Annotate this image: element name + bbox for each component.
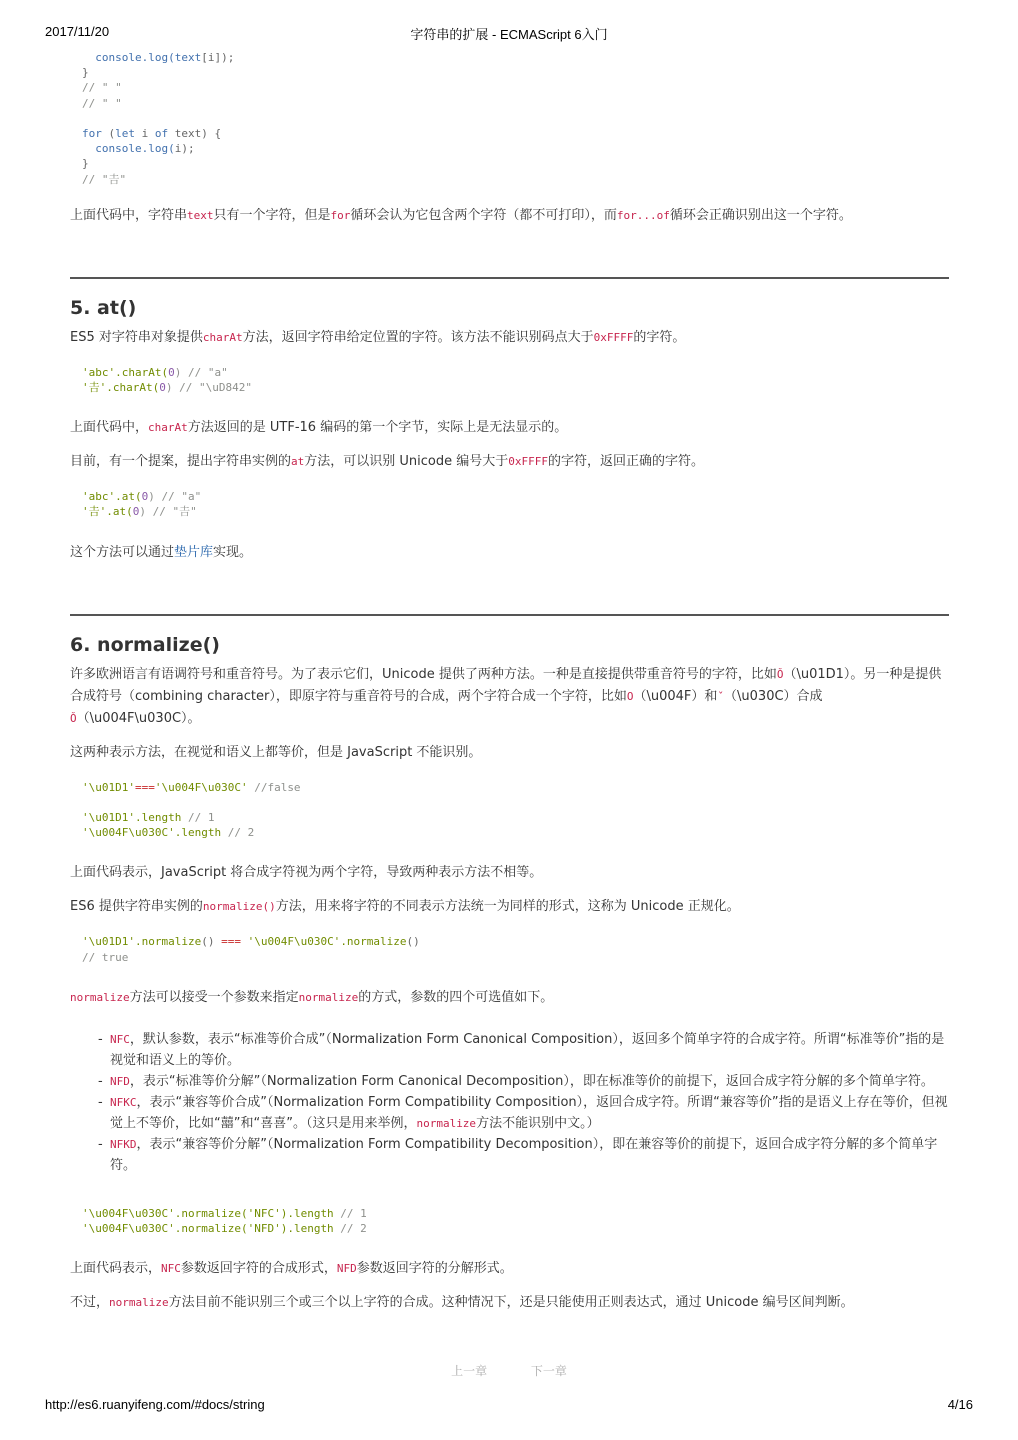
section-divider bbox=[70, 614, 949, 616]
polyfill-link[interactable]: 垫片库 bbox=[174, 544, 214, 560]
code-block-for-loop: console.log(text[i]); } // " " // " " for (let i of text) { console.log(i); } // "𠮷" bbox=[82, 51, 235, 186]
paragraph: 这个方法可以通过垫片库实现。 bbox=[70, 544, 253, 560]
list-item: - NFKC，表示“兼容等价合成”（Normalization Form Compatibility Composition），返回合成字符。所谓“兼容等价”指的是语义上存在等价，但视觉上不等价，比如“囍”和“喜喜”。（这只是用来举例，normalize方法不能识别中文。） bbox=[98, 1092, 949, 1134]
print-page-number: 4/16 bbox=[947, 1397, 973, 1412]
article-content bbox=[70, 48, 949, 1314]
list-item: - NFKD，表示“兼容等价分解”（Normalization Form Compatibility Decomposition），即在兼容等价的前提下，返回合成字符分解的多个简单字符。 bbox=[98, 1134, 949, 1176]
code-block-at: 'abc'.at(0) // "a" '𠮷'.at(0) // "𠮷" bbox=[82, 490, 202, 519]
code-block-compare: '\u01D1'==='\u004F\u030C' //false '\u01D1'.length // 1 '\u004F\u030C'.length // 2 bbox=[82, 780, 301, 840]
code-block-normalize: '\u01D1'.normalize() === '\u004F\u030C'.normalize() // true bbox=[82, 935, 420, 964]
code-block-charAt: 'abc'.charAt(0) // "a" '𠮷'.charAt(0) // "\uD842" bbox=[82, 365, 252, 395]
print-date: 2017/11/20 bbox=[45, 24, 110, 39]
paragraph: 上面代码中，charAt方法返回的是 UTF-16 编码的第一个字节，实际上是无法显示的。 bbox=[70, 420, 568, 436]
paragraph: 不过，normalize方法目前不能识别三个或三个以上字符的合成。这种情况下，还是只能使用正则表达式，通过 Unicode 编号区间判断。 bbox=[70, 1295, 854, 1311]
next-chapter-link[interactable]: 下一章 bbox=[530, 1364, 567, 1378]
print-footer bbox=[45, 1397, 973, 1415]
paragraph: ES5 对字符串对象提供charAt方法，返回字符串给定位置的字符。该方法不能识别码点大于0xFFFF的字符。 bbox=[70, 329, 686, 345]
code-block-nfc-nfd: '\u004F\u030C'.normalize('NFC').length // 1 '\u004F\u030C'.normalize('NFD').length // 2 bbox=[82, 1206, 367, 1236]
list-item: - NFC，默认参数，表示“标准等价合成”（Normalization Form Canonical Composition），返回多个简单字符的合成字符。所谓“标准等价”指的是视觉和语义上的等价。 bbox=[98, 1029, 949, 1071]
section-divider bbox=[70, 277, 949, 279]
chapter-pager bbox=[0, 1362, 1018, 1379]
normalize-options-list bbox=[70, 1029, 949, 1176]
section-heading-normalize: 6. normalize() bbox=[70, 633, 220, 656]
paragraph: 上面代码表示，NFC参数返回字符的合成形式，NFD参数返回字符的分解形式。 bbox=[70, 1261, 513, 1277]
section-heading-at: 5. at() bbox=[70, 296, 137, 319]
print-header bbox=[45, 24, 973, 42]
print-url: http://es6.ruanyifeng.com/#docs/string bbox=[45, 1397, 265, 1412]
paragraph: ES6 提供字符串实例的normalize()方法，用来将字符的不同表示方法统一为同样的形式，这称为 Unicode 正规化。 bbox=[70, 899, 740, 915]
paragraph: 这两种表示方法，在视觉和语义上都等价，但是 JavaScript 不能识别。 bbox=[70, 744, 482, 760]
list-item: - NFD，表示“标准等价分解”（Normalization Form Canonical Decomposition），即在标准等价的前提下，返回合成字符分解的多个简单字符。 bbox=[98, 1071, 949, 1092]
paragraph: 上面代码中，字符串text只有一个字符，但是for循环会认为它包含两个字符（都不可打印），而for...of循环会正确识别出这一个字符。 bbox=[70, 207, 852, 223]
print-title: 字符串的扩展 - ECMAScript 6入门 bbox=[410, 27, 608, 42]
paragraph: 上面代码表示，JavaScript 将合成字符视为两个字符，导致两种表示方法不相等。 bbox=[70, 865, 543, 881]
prev-chapter-link[interactable]: 上一章 bbox=[451, 1364, 488, 1378]
paragraph: normalize方法可以接受一个参数来指定normalize的方式，参数的四个可选值如下。 bbox=[70, 989, 554, 1005]
paragraph: 许多欧洲语言有语调符号和重音符号。为了表示它们，Unicode 提供了两种方法。一种是直接提供带重音符号的字符，比如Ǒ（\u01D1）。另一种是提供合成符号（combining character），即原字符与重音符号的合成，两个字符合成一个字符，比如O（\u004F）和ˇ（\u030C）合成 Ǒ（\u004F\u030C）。 bbox=[70, 666, 942, 726]
paragraph: 目前，有一个提案，提出字符串实例的at方法，可以识别 Unicode 编号大于0xFFFF的字符，返回正确的字符。 bbox=[70, 454, 705, 470]
